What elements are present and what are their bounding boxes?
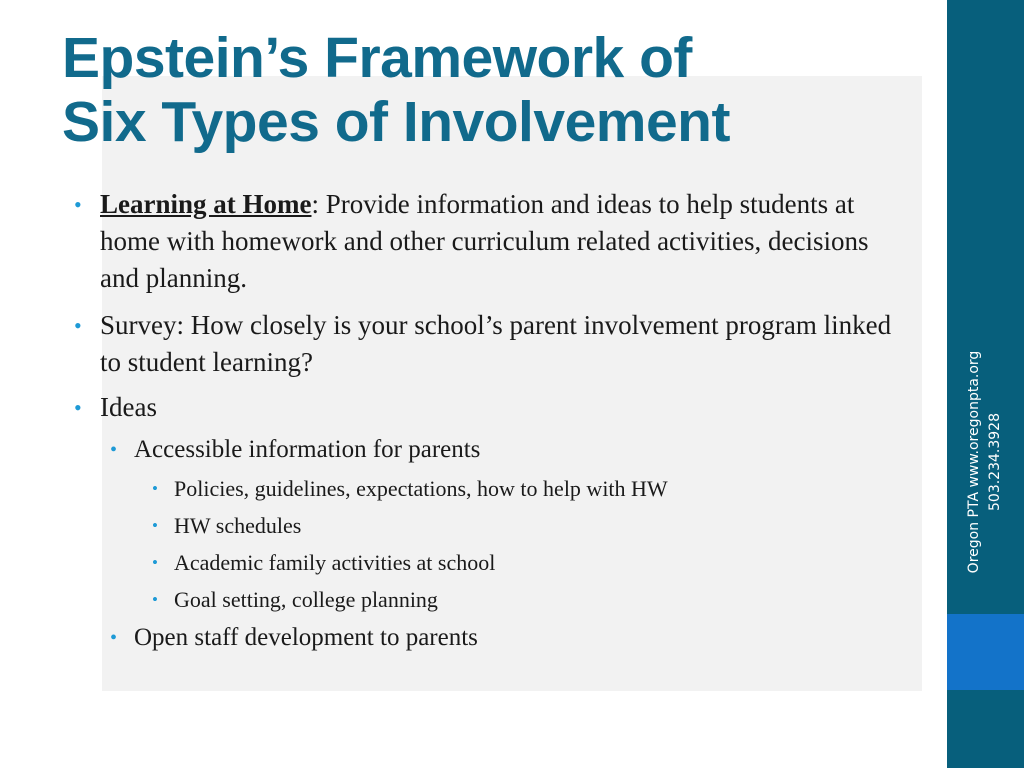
sub-bullet-open-staff-development [110, 622, 894, 654]
sidebar-contact-line1: Oregon PTA www.oregonpta.org [966, 350, 982, 574]
sidebar-contact-line2: 503.234.3928 [987, 413, 1003, 511]
bullet-item-learning-at-home [74, 186, 900, 297]
bullet-text: Open staff development to parents [134, 624, 478, 651]
bullet-icon: • [74, 313, 82, 338]
bullet-text: Policies, guidelines, expectations, how to help with HW [174, 476, 668, 501]
bullet-text: Academic family activities at school [174, 550, 496, 575]
bullet-icon: • [74, 192, 82, 217]
bullet-item-ideas [74, 389, 900, 426]
bullet-text: Survey: How closely is your school’s parent involvement program linked to student learning? [100, 310, 892, 377]
bullet-icon: • [74, 395, 82, 420]
sub-sub-bullet-academic-activities [152, 548, 894, 578]
bullet-icon: • [152, 553, 158, 572]
sub-bullet-accessible-information [110, 434, 894, 466]
bullet-icon: • [110, 627, 118, 649]
sub-sub-bullet-hw-schedules [152, 511, 894, 541]
bullet-icon: • [152, 590, 158, 609]
bullet-icon: • [110, 439, 118, 461]
bullet-text: HW schedules [174, 513, 302, 538]
sub-sub-bullet-policies [152, 474, 894, 504]
sub-sub-bullet-goal-setting [152, 585, 894, 615]
bullet-icon: • [152, 516, 158, 535]
bullet-text: Ideas [100, 392, 157, 422]
bullet-text: Goal setting, college planning [174, 587, 438, 612]
bullet-item-survey [74, 307, 900, 381]
slide-title [62, 26, 730, 154]
bullet-text: Accessible information for parents [134, 436, 481, 463]
title-line-1: Epstein’s Framework of [62, 26, 692, 90]
sidebar-accent-block [947, 614, 1024, 690]
bullet-term: Learning at Home [100, 189, 312, 219]
sidebar-contact [964, 351, 1006, 574]
bullet-text: : Provide information and ideas to help students at home with homework and other curriculum related activities, decisions and planning. [100, 189, 869, 293]
title-line-2: Six Types of Involvement [62, 90, 730, 154]
bullet-icon: • [152, 479, 158, 498]
